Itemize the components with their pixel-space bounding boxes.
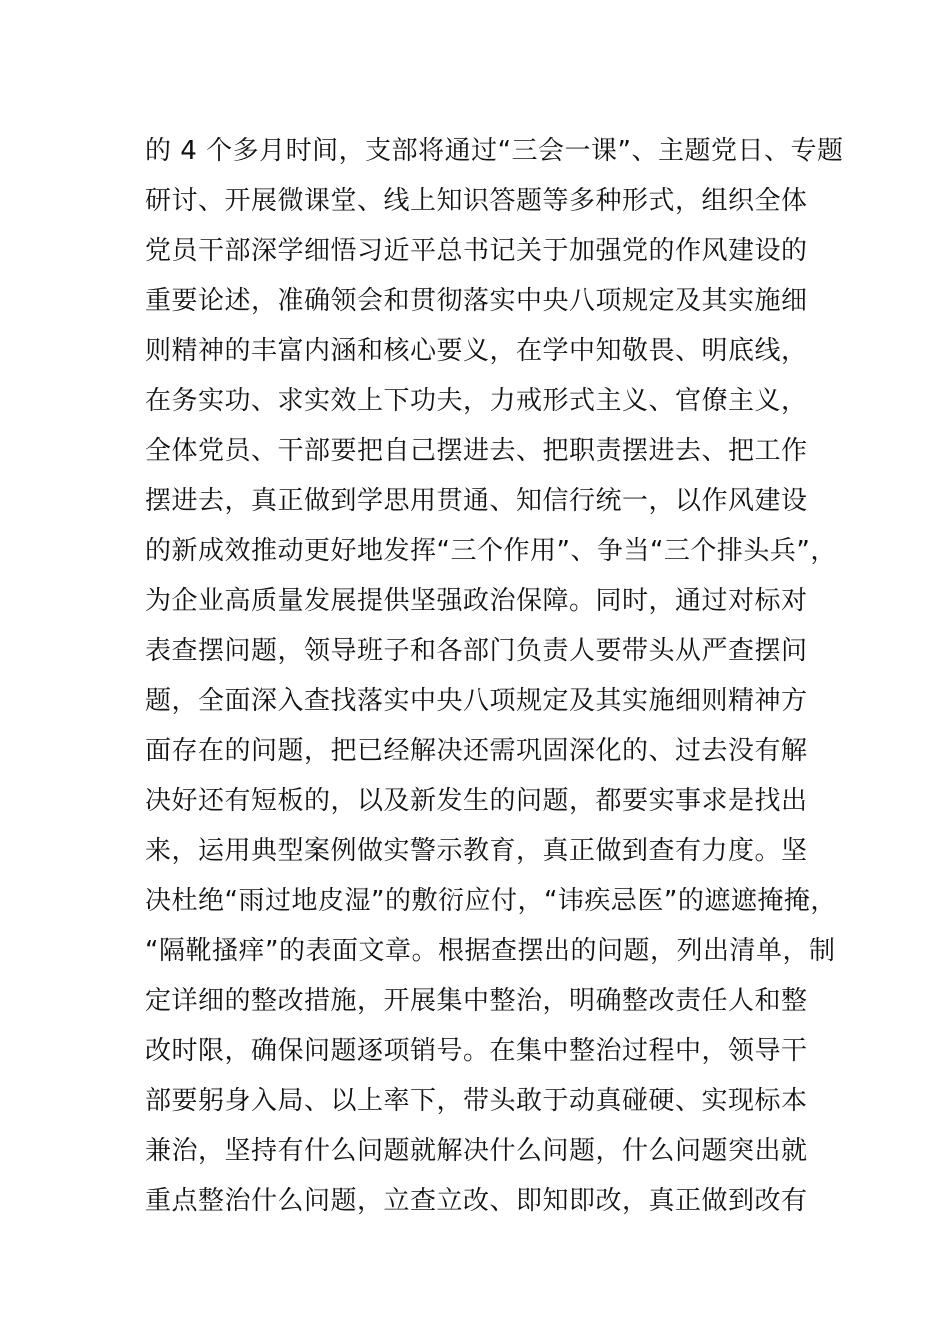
text-line: 定详细的整改措施，开展集中整治，明确整改责任人和整 — [145, 986, 808, 1016]
text-line: 研讨、开展微课堂、线上知识答题等多种形式，组织全体 — [145, 186, 808, 216]
text-line: 的 4 个多月时间，支部将通过“三会一课”、主题党日、专题 — [145, 136, 844, 166]
text-line: 改时限，确保问题逐项销号。在集中整治过程中，领导干 — [145, 1036, 808, 1066]
text-line: 党员干部深学细悟习近平总书记关于加强党的作风建设的 — [145, 236, 808, 266]
text-line: 为企业高质量发展提供坚强政治保障。同时，通过对标对 — [145, 586, 808, 616]
text-line: 摆进去，真正做到学思用贯通、知信行统一，以作风建设 — [145, 486, 808, 516]
text-line: 在务实功、求实效上下功夫，力戒形式主义、官僚主义， — [145, 386, 808, 416]
text-line: 重点整治什么问题，立查立改、即知即改，真正做到改有 — [145, 1186, 808, 1216]
text-line: 决好还有短板的，以及新发生的问题，都要实事求是找出 — [145, 786, 808, 816]
text-line: 面存在的问题，把已经解决还需巩固深化的、过去没有解 — [145, 736, 808, 766]
text-line: 表查摆问题，领导班子和各部门负责人要带头从严查摆问 — [145, 636, 808, 666]
text-line: 部要躬身入局、以上率下，带头敢于动真碰硬、实现标本 — [145, 1086, 808, 1116]
text-line: 重要论述，准确领会和贯彻落实中央八项规定及其实施细 — [145, 286, 808, 316]
text-line: 全体党员、干部要把自己摆进去、把职责摆进去、把工作 — [145, 436, 808, 466]
text-line: 兼治，坚持有什么问题就解决什么问题，什么问题突出就 — [145, 1136, 808, 1166]
text-line: 决杜绝“雨过地皮湿”的敷衍应付，“讳疾忌医”的遮遮掩掩， — [145, 886, 837, 916]
text-line: 来，运用典型案例做实警示教育，真正做到查有力度。坚 — [145, 836, 808, 866]
text-line: 则精神的丰富内涵和核心要义，在学中知敬畏、明底线， — [145, 336, 808, 366]
body-text — [145, 126, 844, 1226]
text-line: 的新成效推动更好地发挥“三个作用”、争当“三个排头兵”， — [145, 536, 837, 566]
text-line: 题，全面深入查找落实中央八项规定及其实施细则精神方 — [145, 686, 808, 716]
text-line: “隔靴搔痒”的表面文章。根据查摆出的问题，列出清单，制 — [145, 936, 836, 966]
